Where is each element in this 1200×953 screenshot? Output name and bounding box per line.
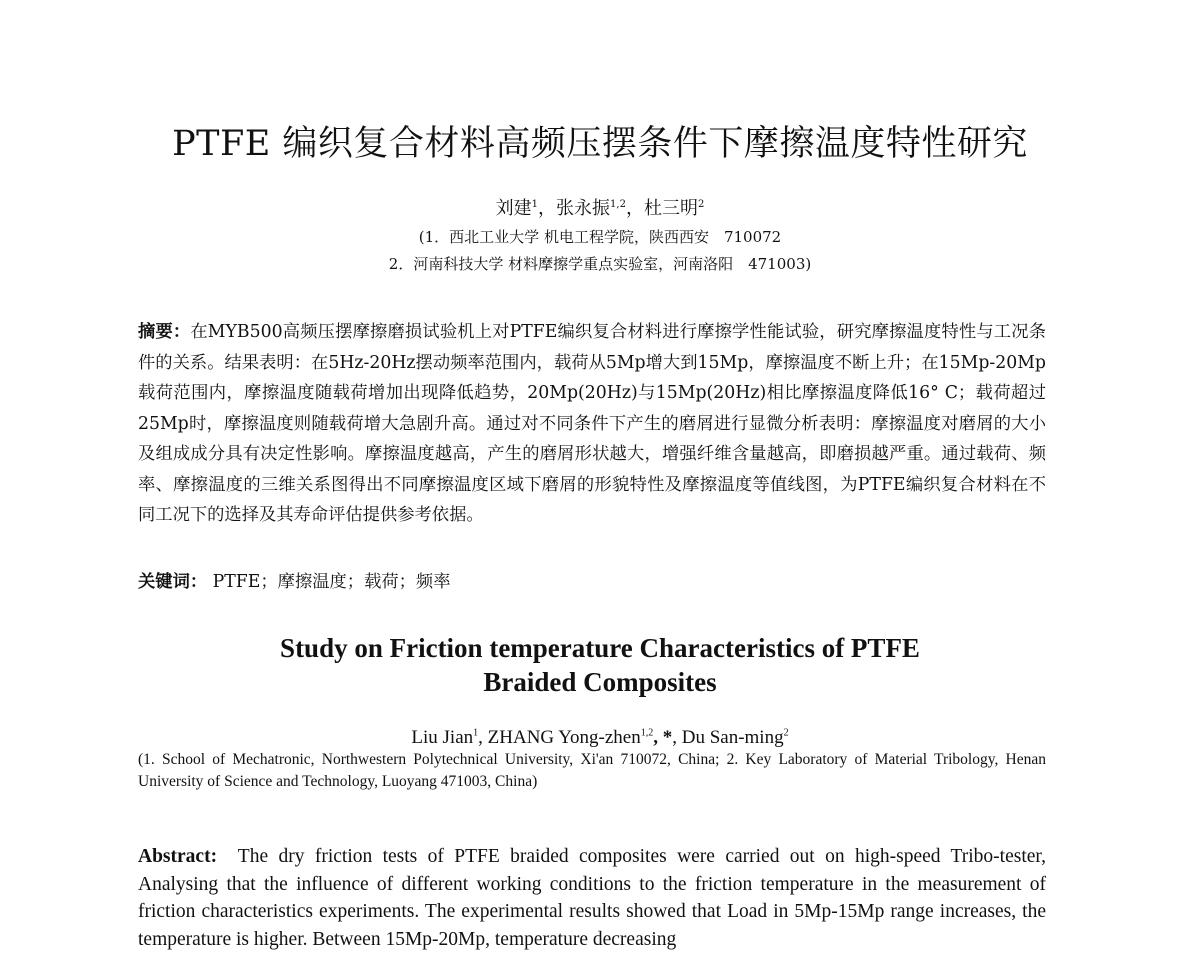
author-du-sanming-en: , Du San-ming bbox=[672, 727, 784, 748]
author-sup: 2 bbox=[697, 199, 705, 210]
chinese-keywords bbox=[138, 568, 1046, 596]
english-abstract-label: Abstract: bbox=[138, 846, 218, 867]
chinese-affiliation-1: (1．西北工业大学 机电工程学院，陕西西安 710072 bbox=[418, 228, 782, 246]
chinese-abstract-label: 摘要： bbox=[138, 322, 191, 342]
author-zhang-yongzhen: ，张永振 bbox=[538, 198, 611, 219]
author-sup: 1,2 bbox=[610, 199, 626, 210]
chinese-abstract-text: 在MYB500高频压摆摩擦磨损试验机上对PTFE编织复合材料进行摩擦学性能试验，研究摩擦温度特性与工况条件的关系。结果表明：在5Hz-20Hz摆动频率范围内，载荷从5Mp增大到15Mp，摩擦温度不断上升；在15Mp-20Mp载荷范围内，摩擦温度随载荷增加出现降低趋势，20Mp(20Hz)与15Mp(20Hz)相比摩擦温度降低16° C；载荷超过25Mp时，摩擦温度则随载荷增大急剧升高。通过对不同条件下产生的磨屑进行显微分析表明：摩擦温度对磨屑的大小及组成成分具有决定性影响。摩擦温度越高，产生的磨屑形状越大，增强纤维含量越高，即磨损越严重。通过载荷、频率、摩擦温度的三维关系图得出不同摩擦温度区域下磨屑的形貌特性及摩擦温度等值线图，为PTFE编织复合材料在不同工况下的选择及其寿命评估提供参考依据。 bbox=[138, 322, 1046, 525]
english-title bbox=[0, 631, 1200, 699]
english-affiliation: (1. School of Mechatronic, Northwestern Polytechnical University, Xi'an 710072, China; 2. Key Laboratory of Material Tribology, Henan University of Science and Technology, Luoyang 471003, China) bbox=[138, 751, 1046, 790]
author-sup: 1,2 bbox=[640, 727, 654, 739]
corresponding-mark: , * bbox=[653, 727, 673, 748]
chinese-title: PTFE 编织复合材料高频压摆条件下摩擦温度特性研究 bbox=[172, 124, 1028, 164]
chinese-affiliations bbox=[0, 224, 1200, 278]
author-liu-jian-en: Liu Jian bbox=[411, 727, 474, 748]
english-title-line-2: Braided Composites bbox=[483, 667, 717, 697]
author-liu-jian: 刘建 bbox=[495, 198, 532, 219]
author-sup: 1 bbox=[473, 727, 479, 739]
chinese-abstract bbox=[138, 317, 1046, 531]
chinese-keywords-text: PTFE；摩擦温度；载荷；频率 bbox=[212, 572, 451, 592]
english-abstract-text: The dry friction tests of PTFE braided composites were carried out on high-speed Tribo-tester, Analysing that the influence of different working conditions to the friction temperature in the measurement of friction characteristics experiments. The experimental results showed that Load in 5Mp-15Mp range increases, the temperature is higher. Between 15Mp-20Mp, temperature decreasing bbox=[138, 846, 1046, 950]
english-abstract bbox=[138, 843, 1046, 953]
chinese-authors bbox=[0, 196, 1200, 222]
english-title-line-1: Study on Friction temperature Characteristics of PTFE bbox=[280, 633, 920, 663]
chinese-affiliation-2: 2．河南科技大学 材料摩擦学重点实验室，河南洛阳 471003) bbox=[388, 255, 812, 273]
author-zhang-yongzhen-en: , ZHANG Yong-zhen bbox=[478, 727, 641, 748]
author-sup: 1 bbox=[531, 199, 539, 210]
chinese-keywords-label: 关键词： bbox=[138, 572, 208, 592]
author-du-sanming: ，杜三明 bbox=[625, 198, 698, 219]
english-authors bbox=[0, 725, 1200, 751]
author-sup: 2 bbox=[783, 727, 789, 739]
